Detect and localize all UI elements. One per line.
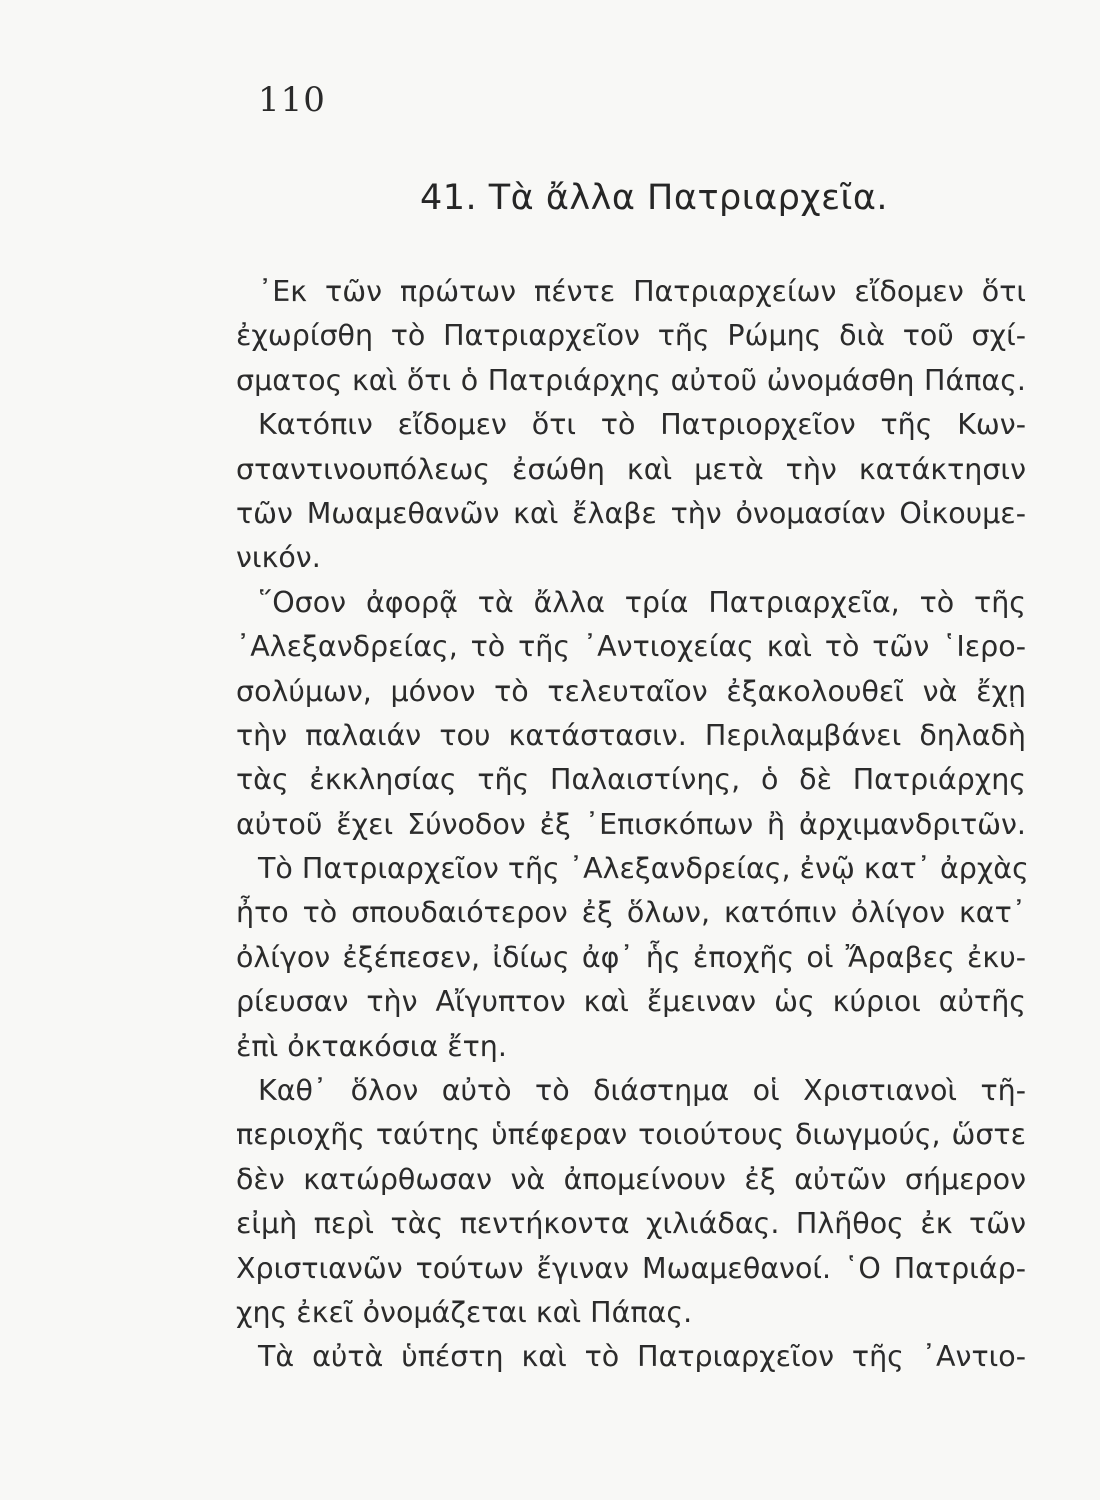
text-line: Χριστιανῶν τούτων ἔγιναν Μωαμεθανοί. ῾Ο Πατριάρ-: [236, 1251, 1026, 1285]
text-line: Κατόπιν εἴδομεν ὅτι τὸ Πατριορχεῖον τῆς Κων-: [258, 408, 1026, 442]
text-line: εἰμὴ περὶ τὰς πεντήκοντα χιλιάδας. Πλῆθος ἐκ τῶν: [236, 1207, 1026, 1241]
text-line: σολύμων, μόνον τὸ τελευταῖον ἐξακολουθεῖ νὰ ἔχῃ: [236, 674, 1026, 708]
text-line: ᾿Αλεξανδρείας, τὸ τῆς ᾿Αντιοχείας καὶ τὸ τῶν ῾Ιερο-: [236, 630, 1026, 664]
text-line: περιοχῆς ταύτης ὑπέφεραν τοιούτους διωγμούς, ὥστε: [236, 1118, 1026, 1152]
text-line: δὲν κατώρθωσαν νὰ ἀπομείνουν ἐξ αὐτῶν σήμερον: [236, 1162, 1026, 1196]
text-line: τῶν Μωαμεθανῶν καὶ ἔλαβε τὴν ὀνομασίαν Οἰκουμε-: [236, 496, 1026, 530]
text-line: ᾿Εκ τῶν πρώτων πέντε Πατριαρχείων εἴδομεν ὅτι: [258, 275, 1026, 308]
text-line: Τὰ αὐτὰ ὑπέστη καὶ τὸ Πατριαρχεῖον τῆς ᾿Αντιο-: [258, 1340, 1026, 1374]
text-line: ἐχωρίσθη τὸ Πατριαρχεῖον τῆς Ρώμης διὰ τοῦ σχί-: [236, 319, 1026, 353]
text-line: χης ἐκεῖ ὀνομάζεται καὶ Πάπας.: [236, 1295, 693, 1329]
section-heading: 41. Τὰ ἄλλα Πατριαρχεῖα.: [420, 178, 889, 218]
text-line: ἦτο τὸ σπουδαιότερον ἐξ ὅλων, κατόπιν ὀλίγον κατ᾿: [236, 896, 1026, 930]
text-line: Τὸ Πατριαρχεῖον τῆς ᾿Αλεξανδρείας, ἐνῷ κατ᾿ ἀρχὰς: [258, 852, 1029, 886]
text-line: ρίευσαν τὴν Αἴγυπτον καὶ ἔμειναν ὡς κύριοι αὐτῆς: [236, 985, 1026, 1019]
text-line: αὐτοῦ ἔχει Σύνοδον ἐξ ᾿Επισκόπων ἢ ἀρχιμανδριτῶν.: [236, 807, 1026, 841]
text-line: τὰς ἐκκλησίας τῆς Παλαιστίνης, ὁ δὲ Πατριάρχης: [236, 763, 1026, 797]
text-line: σταντινουπόλεως ἐσώθη καὶ μετὰ τὴν κατάκτησιν: [236, 452, 1026, 486]
text-line: σματος καὶ ὅτι ὁ Πατριάρχης αὐτοῦ ὠνομάσθη Πάπας.: [236, 363, 1026, 397]
text-line: τὴν παλαιάν του κατάστασιν. Περιλαμβάνει δηλαδὴ: [236, 718, 1026, 752]
text-line: Καθ᾿ ὅλον αὐτὸ τὸ διάστημα οἱ Χριστιανοὶ τῆ-: [258, 1074, 1026, 1108]
body-text: [236, 270, 1029, 1380]
text-line: ῞Οσον ἀφορᾷ τὰ ἄλλα τρία Πατριαρχεῖα, τὸ τῆς: [258, 585, 1026, 619]
text-line: ἐπὶ ὀκτακόσια ἔτη.: [236, 1029, 507, 1063]
text-line: ὀλίγον ἐξέπεσεν, ἰδίως ἀφ᾿ ἧς ἐποχῆς οἱ Ἄραβες ἐκυ-: [236, 940, 1026, 974]
page-number: 110: [258, 80, 326, 120]
text-line: νικόν.: [236, 541, 321, 575]
